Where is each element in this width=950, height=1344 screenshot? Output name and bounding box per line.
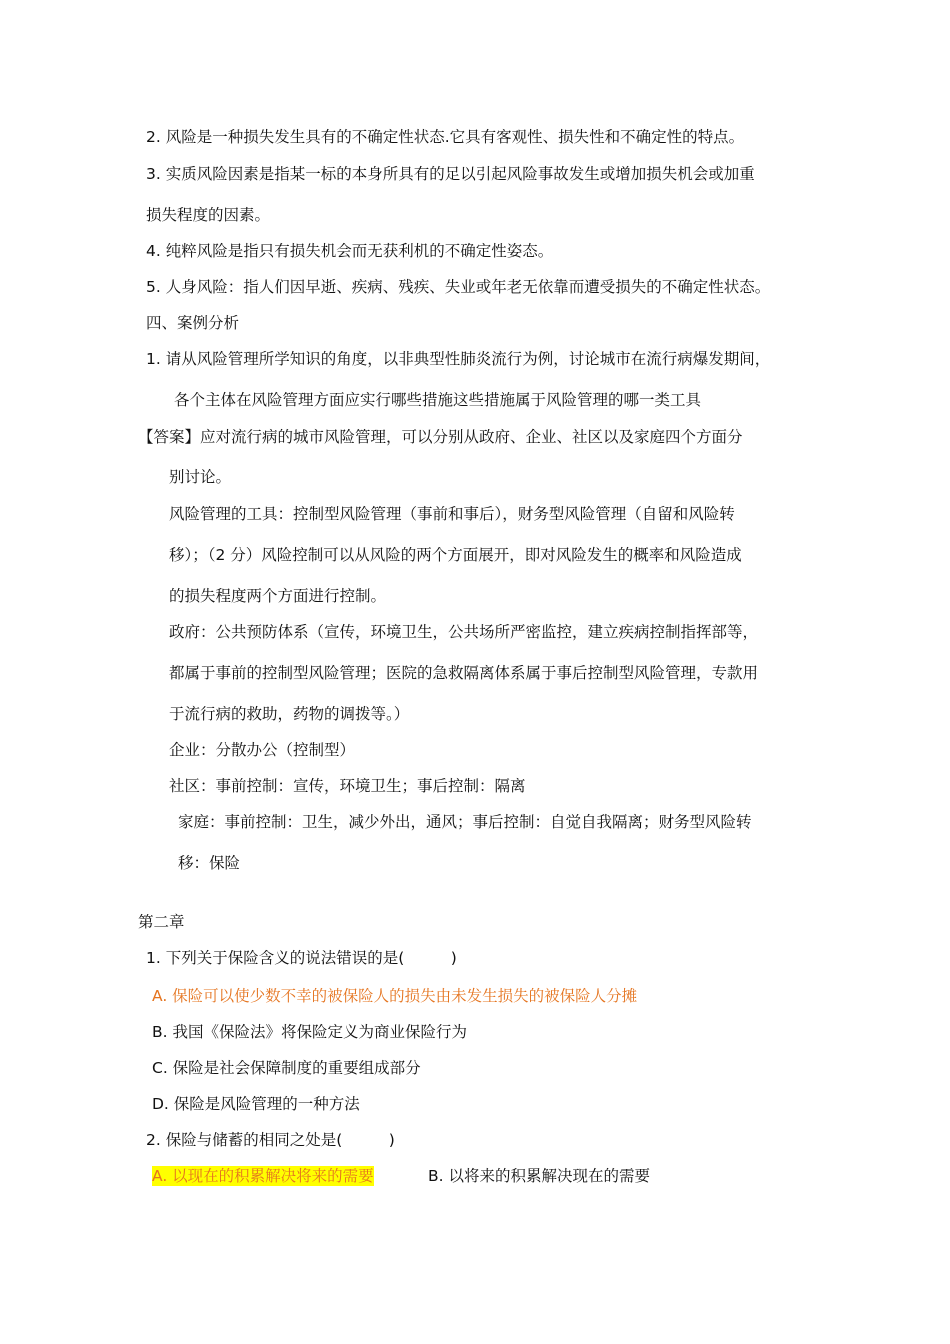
- question-1-option-b: B. 我国《保险法》将保险定义为商业保险行为: [152, 1023, 467, 1041]
- chapter-heading: 第二章: [138, 913, 185, 931]
- answer-line-2: 别讨论。: [169, 468, 232, 486]
- item-3-line-1: 3. 实质风险因素是指某一标的本身所具有的足以引起风险事故发生或增加损失机会或加重: [146, 165, 755, 183]
- section-heading-case-analysis: 四、案例分析: [146, 314, 240, 332]
- question-2-option-b: B. 以将来的积累解决现在的需要: [428, 1167, 650, 1185]
- government-line-1: 政府：公共预防体系（宣传，环境卫生，公共场所严密监控，建立疾病控制指挥部等，: [169, 623, 759, 641]
- company-line: 企业：分散办公（控制型）: [169, 741, 356, 759]
- item-5: 5. 人身风险：指人们因早逝、疾病、残疾、失业或年老无依靠而遭受损失的不确定性状态。: [146, 278, 771, 296]
- question-2-option-a: A. 以现在的积累解决将来的需要: [152, 1167, 374, 1185]
- family-line-2: 移：保险: [178, 854, 241, 872]
- item-2: 2. 风险是一种损失发生具有的不确定性状态.它具有客观性、损失性和不确定性的特点。: [146, 128, 745, 146]
- question-1-option-a: A. 保险可以使少数不幸的被保险人的损失由未发生损失的被保险人分摊: [152, 987, 638, 1005]
- question-1-option-d: D. 保险是风险管理的一种方法: [152, 1095, 360, 1113]
- answer-line-1: 【答案】应对流行病的城市风险管理，可以分别从政府、企业、社区以及家庭四个方面分: [138, 428, 743, 446]
- question-2: 2. 保险与储蓄的相同之处是( ): [146, 1131, 395, 1149]
- item-4: 4. 纯粹风险是指只有损失机会而无获利机的不确定性姿态。: [146, 242, 554, 260]
- family-line-1: 家庭：事前控制：卫生，减少外出，通风；事后控制：自觉自我隔离；财务型风险转: [178, 813, 752, 831]
- government-line-2: 都属于事前的控制型风险管理；医院的急救隔离体系属于事后控制型风险管理，专款用: [169, 664, 759, 682]
- case-question-line-2: 各个主体在风险管理方面应实行哪些措施这些措施属于风险管理的哪一类工具: [174, 391, 702, 409]
- case-question-line-1: 1. 请从风险管理所学知识的角度，以非典型性肺炎流行为例，讨论城市在流行病爆发期间，: [146, 350, 771, 368]
- tools-line-2: 移）；（2 分）风险控制可以从风险的两个方面展开，即对风险发生的概率和风险造成: [169, 546, 742, 564]
- tools-line-1: 风险管理的工具：控制型风险管理（事前和事后），财务型风险管理（自留和风险转: [169, 505, 735, 523]
- community-line: 社区：事前控制：宣传，环境卫生；事后控制：隔离: [169, 777, 526, 795]
- government-line-3: 于流行病的救助，药物的调拨等。）: [169, 705, 410, 723]
- question-1-option-c: C. 保险是社会保障制度的重要组成部分: [152, 1059, 421, 1077]
- tools-line-3: 的损失程度两个方面进行控制。: [169, 587, 387, 605]
- question-1: 1. 下列关于保险含义的说法错误的是( ): [146, 949, 457, 967]
- item-3-line-2: 损失程度的因素。: [146, 206, 271, 224]
